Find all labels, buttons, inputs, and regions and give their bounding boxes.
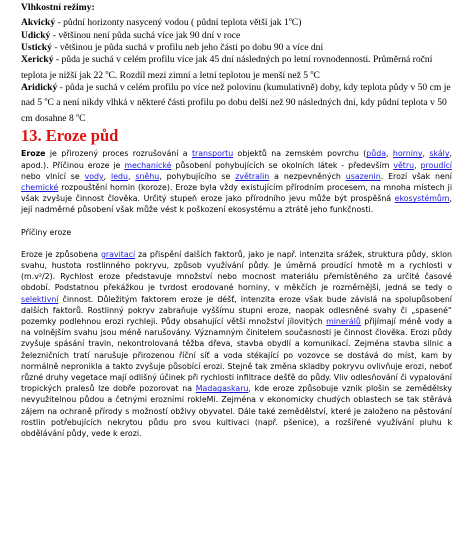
regime-tericky: Xerický - půda je suchá v celém profilu více jak 45 dní následných po letní rovnodennosti. Průměrná roční teplota je nižší jak 22 $^o$C. Rozdíl mezi zimní a letní teplotou je menší než 5 $^o$C	[21, 54, 433, 81]
link-mineralu[interactable]: minerálů	[326, 317, 361, 327]
link-mechanicke[interactable]: mechanické	[124, 160, 172, 170]
causes-heading: Příčiny eroze	[21, 227, 72, 237]
intro-paragraph: Eroze je přirozený proces rozrušování a transportu objektů na zemském povrchu (půda, horniny, skály, apod.). Příčinou eroze je mechanické působení pohybujících se okolních látek - především větru, proudící nebo vlnící se vody, ledu, sněhu, pohybujícího se zvětralin a nezpevněných usazenin. Erozí však není chemické rozpouštění hornin (koroze). Eroze byla vždy existujícím přírodním procesem, na mnoha místech ji však zvyšuje činnost člověka. Určitý stupeň eroze jako přírodního jevu může být prospěšná ekosystémům, její nadměrné působení však může vést k poškození ekosystému a ztrátě jeho funkčnosti.	[21, 149, 452, 215]
regime-udicky: Udický - většinou není půda suchá více jak 90 dní v roce	[21, 29, 241, 41]
moisture-regimes	[21, 2, 452, 125]
link-gravitaci[interactable]: gravitací	[100, 249, 136, 259]
link-vetru[interactable]: větru	[393, 160, 415, 170]
regime-usticky: Ustický - většinou je půda suchá v profilu neb jeho části po dobu 90 a více dní	[21, 42, 324, 54]
regime-akvicky: Akvický - půdní horizonty nasycený vodou ( půdní teplota větší jak 1$^o$C)	[21, 17, 302, 29]
link-selektivni[interactable]: selektivní	[21, 294, 59, 304]
link-ledu[interactable]: ledu	[111, 171, 128, 181]
link-horniny[interactable]: horniny	[392, 149, 423, 159]
section-title: 13. Eroze půd	[21, 126, 119, 146]
link-transport[interactable]: transportu	[191, 149, 234, 159]
link-ekosystemum[interactable]: ekosystémům	[394, 194, 450, 204]
link-snehu[interactable]: sněhu	[135, 171, 160, 181]
link-proudici[interactable]: proudící	[420, 160, 452, 170]
regime-aridicky: Aridický - půda je suchá v celém profilu po více než polovinu (kumulativně) doby, kdy teplota půdy v 50 cm je nad 5 $^o$C a není nikdy vlhká v některé části profilu po dobu delší než 90 následných dní, kdy půdní teplota v 50 cm dosahne 8 $^o$C	[21, 82, 451, 125]
link-chemicke[interactable]: chemické	[21, 183, 59, 193]
link-zvetralin[interactable]: zvětralin	[235, 171, 270, 181]
link-madagaskaru[interactable]: Madagaskaru	[195, 384, 249, 394]
link-usazenin[interactable]: usazenin	[345, 171, 381, 181]
causes-paragraph: Eroze je způsobena gravitací za přispění dalších faktorů, jako je např. intenzita srážek, struktura půdy, sklon svahu, hustota rostlinného pokryvu, způsob využívání půdy. Je úměrná proudící hmotě m a rychlosti v (m.v²/2). Rychlost eroze představuje množství nebo mocnost materiálu přemístěného za určité časové období. Podstatnou překážkou je tvrdost erodované horniny, v měkčích je rozměrnější, jedná se tedy o selektivní činnost. Důležitým faktorem eroze je déšť, intenzita eroze však bude závislá na spolupůsobení dalších faktorů. Rostlinný pokryv zabraňuje vyššímu stupni eroze, naopak odlesněné svahy či „spasené“ pozemky podlehnou erozi rychleji. Půdy obsahující větší množství jílovitých minerálů přijímají méně vody a na volnějším svahu jsou méně narušovány. Významným činitelem současnosti je činnost člověka. Erozi půdy zvyšuje spásání travin, nekontrolovaná těžba dřeva, stavba obydlí a komunikací. Zejména stavba silnic a železničních tratí narušuje přirozenou říční síť a voda stékající po vozovce se dostává do míst, kam by normálně nepronikla a takto zvyšuje působící erozi. Stejně tak změna skladby pokryvu ovlivňuje erozi, neboť různé druhy vegetace mají odlišný účinek při rychlosti infiltrace dešťě do půdy. Vliv odlesňování či vypalování tropických pralesů lze dobře pozorovat na Madagaskaru, kde eroze způsobuje vznik plošin se zemědělsky nevyužitelnou půdou a četnými erozními rokleMi. Zejména v ekonomicky chudých oblastech se tak stěrává zájem na ochraně přírody s možností obživy obyvatel. Dále také zemědělství, které je založeno na pěstování rostlin potřebujících nekrytou půdu pro svou kultivaci (např. pšenice), a rozšířené využívání pluhu k obdělávání půdy, vede k erozi.	[21, 249, 452, 439]
link-skaly[interactable]: skály	[429, 149, 450, 159]
link-puda[interactable]: půda	[366, 149, 387, 159]
link-vody[interactable]: vody	[84, 171, 104, 181]
regimes-heading: Vlhkostní režimy:	[21, 2, 95, 13]
